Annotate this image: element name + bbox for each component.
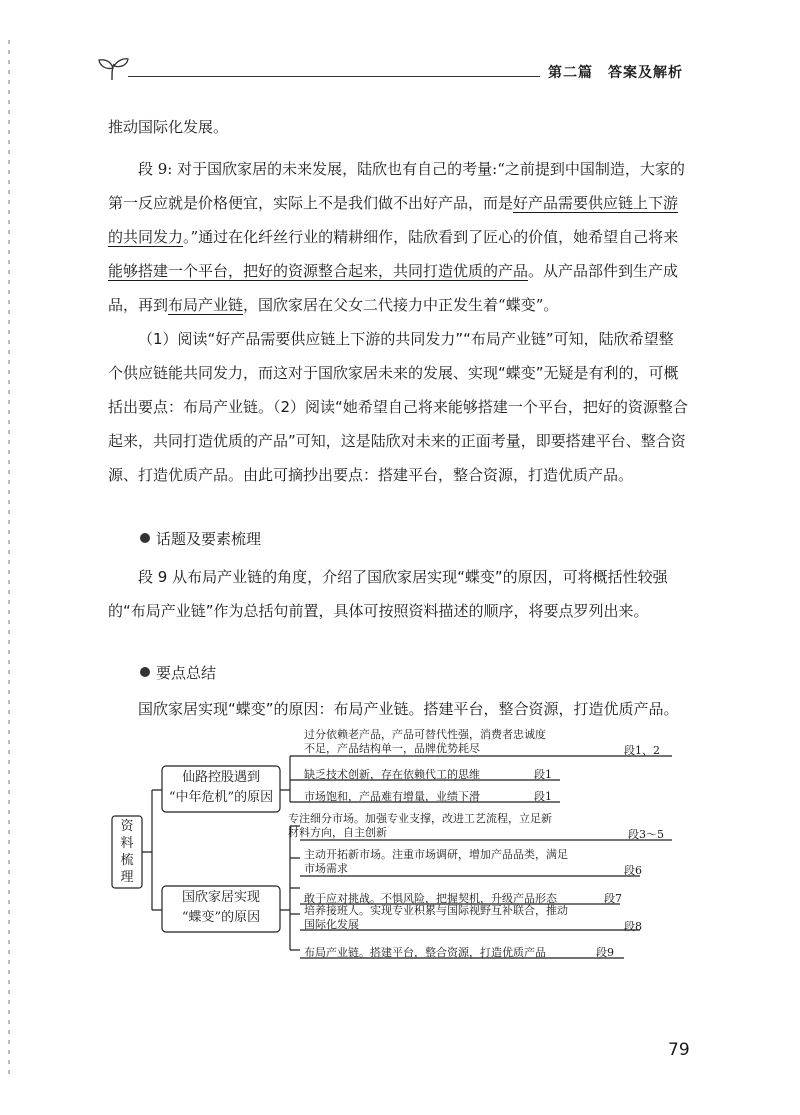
page-number: 79 — [668, 1040, 690, 1060]
branch2-item-1-ref: 段3～5 — [628, 828, 664, 841]
branch1-item-3: 市场饱和，产品难有增量，业绩下滑 — [304, 790, 480, 803]
summary-paragraph: 国欣家居实现“蝶变”的原因：布局产业链。搭建平台，整合资源，打造优质产品。 — [138, 700, 679, 718]
para9-underline-2: 能够搭建一个平台，把好的资源整合起来，共同打造优质的产品 — [108, 262, 529, 280]
branch2-item-1: 专注细分市场。加强专业支撑，改进工艺流程，立足新 材料方向，自主创新 — [288, 812, 552, 839]
section-title: 第二篇 答案及解析 — [548, 65, 683, 81]
para9-part-a: 段 9: 对于国欣家居的未来发展，陆欣也有自己的考量:“之前提到中国制造，大家的第一反应就是价格便宜，实际上不是我们做不出好产品，而是 — [108, 160, 685, 212]
para9-underline-3: 布局产业链 — [168, 296, 244, 314]
analysis-paragraph: （1）阅读“好产品需要供应链上下游的共同发力”“布局产业链”可知，陆欣希望整个供应链能共同发力，而这对于国欣家居未来的发展、实现“蝶变”无疑是有利的，可概括出要点：布局产业链。（2）阅读“她希望自己将来能够搭建一个平台，把好的资源整合起来，共同打造优质的产品”可知，这是陆欣对未来的正面考量，即要搭建平台、整合资源、打造优质产品。由此可摘抄出要点：搭建平台，整合资源，打造优质产品。 — [108, 330, 688, 484]
branch2-item-3-ref: 段7 — [604, 892, 622, 905]
para9-part-g: ，国欣家居在父女二代接力中正发生着“蝶变”。 — [243, 296, 559, 314]
bullet-icon — [140, 667, 150, 677]
branch2-item-2: 主动开拓新市场。注重市场调研，增加产品品类，满足 市场需求 — [304, 848, 568, 875]
branch2-item-4-ref: 段8 — [624, 920, 642, 933]
para9-underline-1: 好产品需要供应链上下游的共同发力 — [108, 194, 679, 246]
branch-xianlu: 仙路控股遇到 “中年危机”的原因 — [168, 770, 274, 805]
paragraph-9 — [108, 152, 688, 322]
branch1-item-1-ref: 段1、2 — [624, 744, 660, 757]
diagram-root: 资 料 梳 理 — [120, 819, 134, 885]
bullet-icon — [140, 533, 150, 543]
para9-part-e: 。从产品部件到生产成品，再到 — [108, 262, 679, 314]
branch2-item-5-ref: 段9 — [596, 946, 614, 959]
topic-heading: 话题及要素梳理 — [140, 528, 261, 549]
topic-paragraph: 段 9 从布局产业链的角度，介绍了国欣家居实现“蝶变”的原因，可将概括性较强的“布局产业链”作为总括句前置，具体可按照资料描述的顺序，将要点罗列出来。 — [108, 568, 668, 620]
header-rule — [128, 76, 540, 77]
material-outline-diagram — [110, 728, 690, 968]
branch2-item-5: 布局产业链。搭建平台，整合资源，打造优质产品 — [304, 946, 546, 959]
sprout-icon — [96, 56, 130, 82]
branch1-item-2-ref: 段1 — [534, 768, 552, 781]
branch1-item-1: 过分依赖老产品，产品可替代性强，消费者忠诚度 不足，产品结构单一，品牌优势耗尽 — [304, 728, 546, 755]
branch-guoxin: 国欣家居实现 “蝶变”的原因 — [181, 890, 261, 925]
branch1-item-2: 缺乏技术创新，存在依赖代工的思维 — [304, 768, 480, 781]
branch2-item-2-ref: 段6 — [624, 864, 642, 877]
summary-heading: 要点总结 — [140, 662, 216, 683]
para9-part-c: 。”通过在化纤丝行业的精耕细作，陆欣看到了匠心的价值，她希望自己将来 — [183, 228, 679, 246]
branch2-item-3: 敢于应对挑战。不惧风险，把握契机，升级产品形态 — [304, 892, 557, 905]
binding-margin-dots — [8, 40, 10, 1080]
branch1-item-3-ref: 段1 — [534, 790, 552, 803]
continued-line: 推动国际化发展。 — [108, 118, 229, 136]
branch2-item-4: 培养接班人。实现专业积累与国际视野互补联合，推动 国际化发展 — [304, 904, 568, 931]
